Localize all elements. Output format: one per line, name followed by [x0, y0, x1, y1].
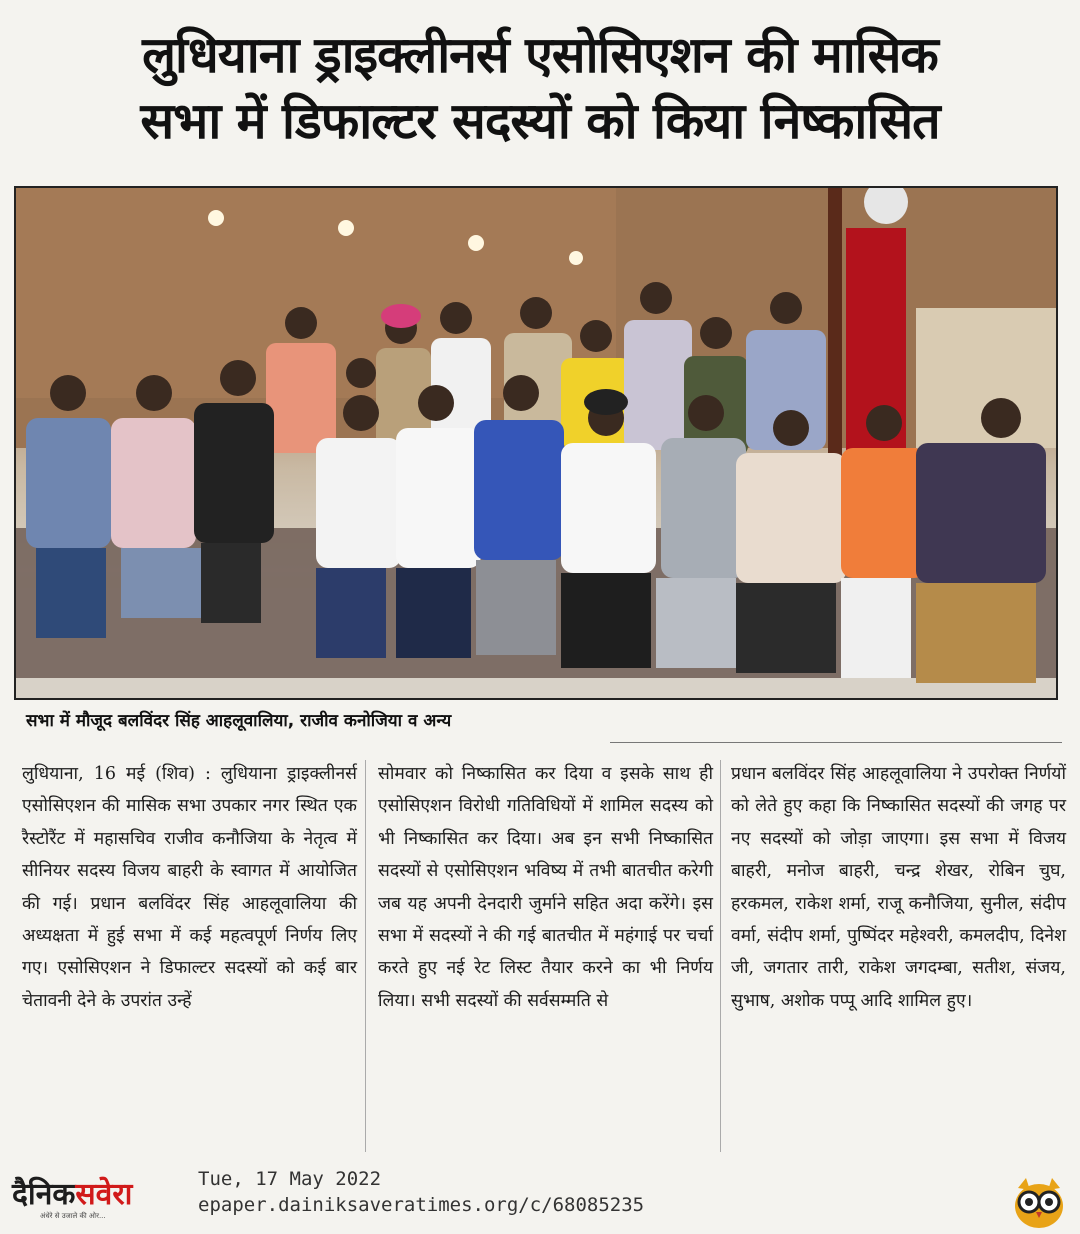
group-photo [14, 186, 1058, 700]
logo-text-black: दैनिक [12, 1177, 76, 1212]
group-photo-illustration [16, 188, 1056, 698]
article-column-3: प्रधान बलविंदर सिंह आहलूवालिया ने उपरोक्त निर्णयों को लेते हुए कहा कि निष्कासित सदस्यों की जगह पर नए सदस्यों को जोड़ा जाएगा। इस सभा में विजय बाहरी, मनोज बाहरी, चन्द्र शेखर, रोबिन चुघ, हरकमल, राकेश शर्मा, राजू कनौजिया, सुनील, संदीप वर्मा, संदीप शर्मा, पुष्पिंदर महेश्वरी, कमलदीप, दिनेश जी, जगतार तारी, राकेश जगदम्बा, सतीश, संजय, सुभाष, अशोक पप्पू आदि शामिल हुए। [731, 764, 1066, 1011]
headline [20, 22, 1060, 154]
epaper-link[interactable]: epaper.dainiksaveratimes.org/c/68085235 [198, 1194, 645, 1216]
photo-caption: सभा में मौजूद बलविंदर सिंह आहलूवालिया, राजीव कनोजिया व अन्य [26, 711, 452, 731]
column-divider [365, 760, 366, 1152]
headline-line-1: लुधियाना ड्राइक्लीनर्स एसोसिएशन की मासिक [142, 26, 938, 84]
article-column-2: सोमवार को निष्कासित कर दिया व इसके साथ ही एसोसिएशन विरोधी गतिविधियों में शामिल सदस्य को भी निष्कासित कर दिया। अब इन सभी निष्कासित सदस्यों से एसोसिएशन भविष्य में तभी बातचीत करेगी जब यह अपनी देनदारी जुर्माने सहित अदा करेंगे। इस सभा में सदस्यों ने की गई बातचीत में महंगाई पर चर्चा करते हुए नई रेट लिस्ट तैयार करने का भी निर्णय लिया। सभी सदस्यों की सर्वसम्मति से [378, 764, 713, 1011]
caption-divider [610, 742, 1062, 743]
logo-text-red: सवेरा [75, 1177, 133, 1212]
logo-tagline: अंधेरे से उजाले की ओर... [40, 1212, 106, 1220]
publication-date: Tue, 17 May 2022 [198, 1168, 382, 1190]
newspaper-logo[interactable] [12, 1178, 184, 1226]
column-divider [720, 760, 721, 1152]
footer [0, 1160, 1080, 1232]
owl-icon [1010, 1176, 1068, 1230]
article-column-1: लुधियाना, 16 मई (शिव) : लुधियाना ड्राइक्लीनर्स एसोसिएशन की मासिक सभा उपकार नगर स्थित एक रैस्टोरैंट में महासचिव राजीव कनौजिया के नेतृत्व में सीनियर सदस्य विजय बाहरी के स्वागत में आयोजित की गई। प्रधान बलविंदर सिंह आहलूवालिया की अध्यक्षता में हुई सभा में कई महत्वपूर्ण निर्णय लिए गए। एसोसिएशन ने डिफाल्टर सदस्यों को कई बार चेतावनी देने के उपरांत उन्हें [22, 764, 357, 1011]
headline-line-2: सभा में डिफाल्टर सदस्यों को किया निष्कासित [140, 92, 940, 150]
